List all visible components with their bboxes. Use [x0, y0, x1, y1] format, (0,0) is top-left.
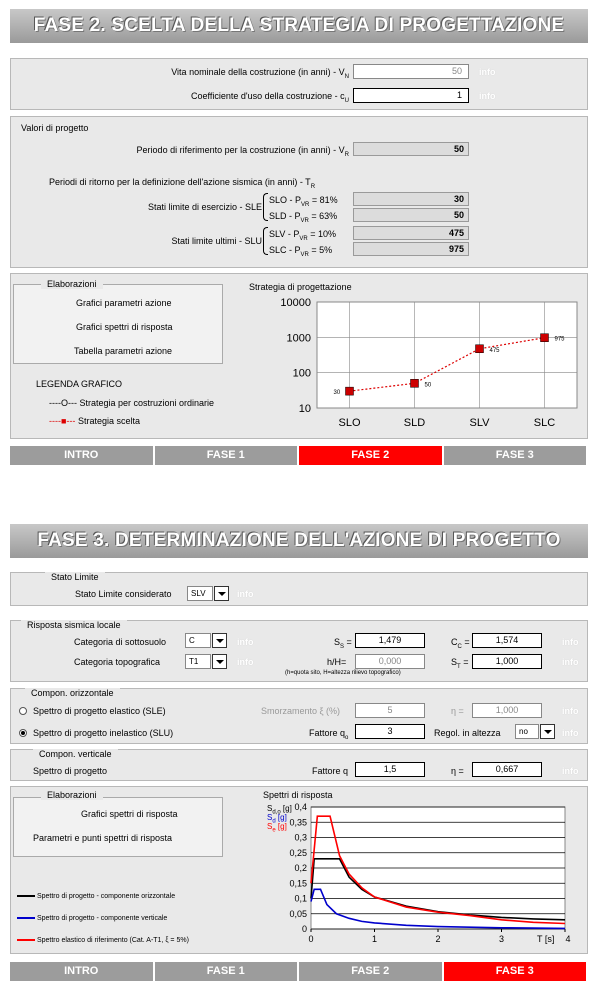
strategia-chart [273, 296, 583, 436]
chart2-ytick: 0,05 [289, 908, 307, 919]
spettro-prog-label: Spettro di progetto [33, 766, 108, 776]
tab2-intro[interactable]: INTRO [10, 962, 155, 981]
cat-sott-info[interactable]: info [237, 637, 254, 647]
slu-label: Stati limite ultimi - SLU [171, 236, 262, 246]
oriz-title: Compon. orizzontale [25, 688, 120, 698]
legend3-oriz: Spettro di progetto - componente orizzontale [17, 893, 175, 900]
slu-brace [263, 227, 268, 255]
legend-title: LEGENDA GRAFICO [36, 379, 123, 389]
smorz-value[interactable]: 5 [355, 703, 425, 718]
vn-input[interactable]: 50 [353, 64, 469, 79]
chart1-ytick: 10 [298, 403, 311, 415]
elaborazioni3-panel [10, 786, 588, 954]
hh-label: h/H= [327, 657, 347, 667]
cc-label: $C_C$ = [451, 637, 470, 650]
ylab-sd: $S_d$ [g] [267, 813, 287, 825]
cat-topo-dropdown[interactable] [212, 654, 227, 669]
grafici-spettri3-button[interactable]: Grafici spettri di risposta [81, 809, 178, 819]
eta2-value: 0,667 [472, 762, 542, 777]
fattore-q0-input[interactable]: 3 [355, 724, 425, 739]
chart1-point [541, 334, 549, 342]
slo-label: SLO - $P_{VR} = 81\%$ [269, 195, 338, 208]
stato-title: Stato Limite [45, 572, 105, 582]
chart2-ytick: 0,25 [289, 847, 307, 858]
slc-value: 975 [353, 242, 469, 256]
st-info[interactable]: info [562, 657, 579, 667]
valori-title: Valori di progetto [21, 123, 89, 133]
radio-inelastico[interactable] [19, 729, 27, 737]
cc-value: 1,574 [472, 633, 542, 648]
chart1-point [411, 379, 419, 387]
cat-sott-label: Categoria di sottosuolo [74, 637, 167, 647]
risposta-locale-panel [10, 620, 588, 682]
parametri-punti-button[interactable]: Parametri e punti spettri di risposta [33, 833, 173, 843]
hh-note: (h=quota sito, H=altezza rilievo topografico) [285, 670, 401, 676]
fase3-title: FASE 3. DETERMINAZIONE DELL'AZIONE DI PROGETTO [10, 524, 588, 558]
elab-title: Elaborazioni [41, 279, 103, 289]
vn-info-link[interactable]: info [479, 67, 496, 77]
chart1-xtick: SLO [338, 417, 361, 429]
fattore-q-input[interactable]: 1,5 [355, 762, 425, 777]
chart1-data-label: 30 [333, 390, 341, 397]
ss-value: 1,479 [355, 633, 425, 648]
chart2-xtick: 1 [371, 934, 378, 944]
ylab-se: $S_e$ [g] [267, 822, 287, 834]
chart2-ytick: 0,3 [294, 832, 307, 843]
eta-value: 1,000 [472, 703, 542, 718]
tab-fase2[interactable]: FASE 2 [299, 446, 444, 465]
ss-label: $S_S$ = [334, 637, 352, 650]
comp-orizzontale-panel [10, 688, 588, 744]
grafici-spettri-button[interactable]: Grafici spettri di risposta [76, 322, 173, 332]
chart2-xtick: 4 [565, 934, 571, 944]
vn-label: Vita nominale della costruzione (in anni) - $V_N$ [171, 67, 349, 80]
tab2-fase3[interactable]: FASE 3 [444, 962, 589, 981]
fattore-q0-label: Fattore $q_o$ [309, 728, 349, 741]
cat-topo-info[interactable]: info [237, 657, 254, 667]
tab-fase3[interactable]: FASE 3 [444, 446, 589, 465]
spettri-chart-title: Spettri di risposta [263, 790, 333, 800]
ylab-sdo: $S_{d,o}$ [g] [267, 804, 292, 816]
project-params-panel [10, 58, 588, 110]
regol-dropdown[interactable] [540, 724, 555, 739]
chart2-xtick: 0 [308, 934, 314, 944]
fase2-title: FASE 2. SCELTA DELLA STRATEGIA DI PROGETTAZIONE [10, 9, 588, 43]
tab2-fase2[interactable]: FASE 2 [299, 962, 444, 981]
risp-title: Risposta sismica locale [21, 620, 127, 630]
chart2-ytick: 0,15 [289, 878, 307, 889]
comp-verticale-panel [10, 749, 588, 781]
chart2-ytick: 0,1 [294, 893, 307, 904]
legend3-elastico: Spettro elastico di riferimento (Cat. A-T1, ξ = 5%) [17, 937, 189, 944]
legend-scelta: ----■--- Strategia scelta [49, 416, 140, 426]
legend-ordinarie: ----O--- Strategia per costruzioni ordinarie [49, 398, 215, 408]
regol-select[interactable]: no [515, 724, 539, 739]
chart2-ytick: 0,35 [289, 817, 307, 828]
grafici-parametri-button[interactable]: Grafici parametri azione [76, 298, 172, 308]
chart1-data-label: 975 [554, 336, 565, 343]
cat-topo-select[interactable]: T1 [185, 654, 211, 669]
slc-label: SLC - $P_{VR} = 5\%$ [269, 245, 333, 258]
chart1-ytick: 100 [292, 367, 311, 380]
eta-label: η = [451, 706, 464, 716]
elaborazioni-panel [10, 273, 588, 439]
eta2-info[interactable]: info [562, 766, 579, 776]
spettri-chart [269, 799, 584, 951]
stato-limite-panel [10, 572, 588, 606]
slv-value: 475 [353, 226, 469, 240]
tr-title: Periodi di ritorno per la definizione dell'azione sismica (in anni) - $T_R$ [49, 177, 316, 190]
cu-label: Coefficiente d'uso della costruzione - $c_U$ [191, 91, 349, 104]
legend3-vert: Spettro di progetto - componente verticale [17, 915, 167, 922]
cu-input[interactable]: 1 [353, 88, 469, 103]
slv-label: SLV - $P_{VR} = 10\%$ [269, 229, 336, 242]
cc-info[interactable]: info [562, 637, 579, 647]
stato-select[interactable]: SLV [187, 586, 213, 601]
chart1-xtick: SLV [469, 417, 490, 429]
chart1-xtick: SLC [533, 417, 556, 429]
stato-label: Stato Limite considerato [75, 589, 172, 599]
chart1-ytick: 10000 [280, 297, 311, 309]
chart2-ytick: 0 [301, 924, 307, 934]
tabs-fase3 [10, 962, 588, 981]
hh-value[interactable]: 0,000 [355, 654, 425, 669]
tabella-parametri-button[interactable]: Tabella parametri azione [74, 346, 173, 356]
chart2-xtick: 3 [498, 934, 505, 944]
tabs-fase2 [10, 446, 588, 465]
stato-info-link[interactable]: info [237, 589, 254, 599]
vr-value: 50 [353, 142, 469, 156]
sld-label: SLD - $P_{VR} = 63\%$ [269, 211, 338, 224]
sle-brace [263, 193, 268, 221]
eta2-label: η = [451, 766, 464, 776]
chart1-data-label: 50 [424, 382, 432, 389]
chart1-plot-area [317, 302, 577, 408]
chart1-xtick: SLD [403, 417, 426, 429]
chart2-xlabel: T [s] [537, 934, 555, 944]
chart2-ytick: 0,2 [294, 863, 307, 873]
cat-topo-label: Categoria topografica [74, 657, 161, 667]
vr-label: Periodo di riferimento per la costruzione (in anni) - $V_R$ [136, 145, 349, 158]
sld-value: 50 [353, 208, 469, 222]
valori-progetto-panel [10, 116, 588, 268]
elab3-title: Elaborazioni [41, 790, 103, 800]
elab3-box [13, 797, 223, 857]
slo-value: 30 [353, 192, 469, 206]
cat-sott-select[interactable]: C [185, 633, 211, 648]
st-label: $S_T$ = [451, 657, 469, 670]
tab2-fase1[interactable]: FASE 1 [155, 962, 300, 981]
chart1-point [346, 387, 354, 395]
chart1-data-label: 475 [489, 347, 500, 354]
regol-label: Regol. in altezza [434, 728, 501, 738]
chart2-xtick: 2 [435, 934, 441, 944]
chart1-ytick: 1000 [286, 332, 311, 345]
cat-sott-dropdown[interactable] [212, 633, 227, 648]
eta-info[interactable]: info [562, 706, 579, 716]
sle-label: Stati limite di esercizio - SLE [147, 202, 262, 212]
stato-dropdown[interactable] [214, 586, 229, 601]
regol-info[interactable]: info [562, 728, 579, 738]
smorz-label: Smorzamento ξ (%) [261, 706, 341, 716]
st-value: 1,000 [472, 654, 542, 669]
strategia-chart-title: Strategia di progettazione [249, 282, 352, 292]
vert-title: Compon. verticale [33, 749, 118, 759]
radio-elastico[interactable] [19, 707, 27, 715]
tab-fase1[interactable]: FASE 1 [155, 446, 300, 465]
fattore-q-label: Fattore q [312, 766, 349, 776]
spettro-inel-label: Spettro di progetto inelastico (SLU) [33, 728, 174, 738]
chart2-ytick: 0,4 [294, 802, 307, 812]
chart1-point [476, 345, 484, 353]
spettro-el-label: Spettro di progetto elastico (SLE) [33, 706, 166, 716]
tab-intro[interactable]: INTRO [10, 446, 155, 465]
cu-info-link[interactable]: info [479, 91, 496, 101]
